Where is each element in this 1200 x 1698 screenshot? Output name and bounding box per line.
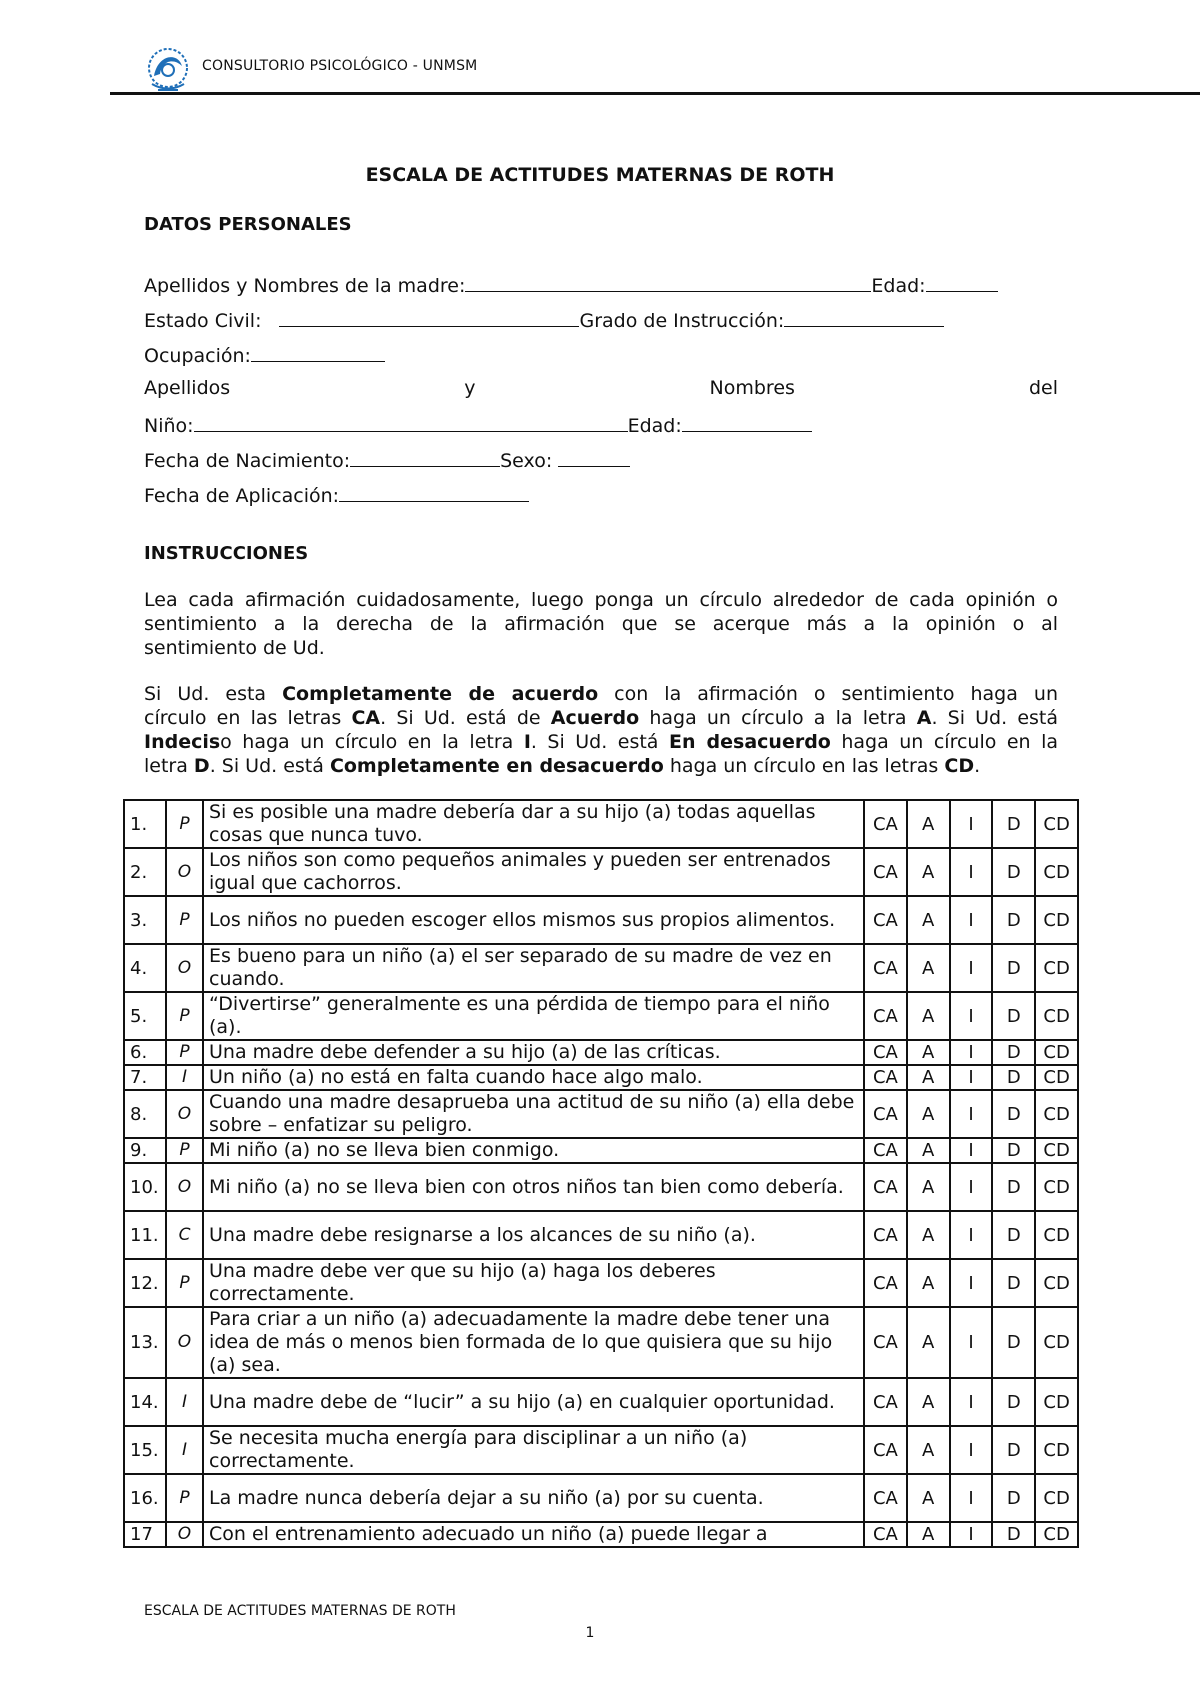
option-a[interactable]: A [907,1040,950,1065]
item-number: 2. [124,848,166,896]
option-a[interactable]: A [907,1474,950,1522]
item-number: 17 [124,1522,166,1547]
table-row [124,800,1078,848]
item-number: 5. [124,992,166,1040]
item-code: P [166,1474,203,1522]
option-cd[interactable]: CD [1035,1211,1078,1259]
item-number: 3. [124,896,166,944]
option-a[interactable]: A [907,944,950,992]
option-cd[interactable]: CD [1035,848,1078,896]
option-cd[interactable]: CD [1035,800,1078,848]
option-d[interactable]: D [992,1090,1035,1138]
mother-name-label: Apellidos y Nombres de la madre: [144,275,466,297]
option-d[interactable]: D [992,1065,1035,1090]
option-i[interactable]: I [950,1163,993,1211]
option-i[interactable]: I [950,1090,993,1138]
child-word-4: del [1028,377,1058,399]
option-ca[interactable]: CA [864,992,907,1040]
option-i[interactable]: I [950,1378,993,1426]
item-number: 1. [124,800,166,848]
item-statement: Si es posible una madre debería dar a su hijo (a) todas aquellas cosas que nunca tuvo. [203,800,864,848]
item-number: 16. [124,1474,166,1522]
option-i[interactable]: I [950,1426,993,1474]
option-a[interactable]: A [907,1138,950,1163]
option-a[interactable]: A [907,848,950,896]
child-word-2: y [464,377,476,399]
option-i[interactable]: I [950,896,993,944]
option-d[interactable]: D [992,1522,1035,1547]
table-row [124,1378,1078,1426]
item-code: I [166,1065,203,1090]
mother-row [144,272,1058,298]
civil-row [144,307,1058,333]
option-a[interactable]: A [907,896,950,944]
item-statement: Una madre debe ver que su hijo (a) haga los deberes correctamente. [203,1259,864,1307]
items-table [123,799,1079,1548]
item-statement: Un niño (a) no está en falta cuando hace algo malo. [203,1065,864,1090]
header-org: CONSULTORIO PSICOLÓGICO - UNMSM [202,58,478,74]
option-i[interactable]: I [950,1138,993,1163]
option-d[interactable]: D [992,800,1035,848]
child-row [144,412,1058,438]
table-row [124,1522,1078,1547]
option-ca[interactable]: CA [864,1211,907,1259]
application-date-field[interactable] [339,482,529,502]
option-ca[interactable]: CA [864,1065,907,1090]
option-ca[interactable]: CA [864,1426,907,1474]
education-field[interactable] [784,307,944,327]
item-code: P [166,800,203,848]
header-rule [110,92,1200,95]
birth-date-field[interactable] [350,447,500,467]
option-ca[interactable]: CA [864,848,907,896]
item-code: P [166,896,203,944]
item-statement: Para criar a un niño (a) adecuadamente la madre debe tener una idea de más o menos bien formada de lo que quisiera que su hijo (a) sea. [203,1307,864,1378]
item-statement: Una madre debe defender a su hijo (a) de las críticas. [203,1040,864,1065]
option-a[interactable]: A [907,1090,950,1138]
item-number: 8. [124,1090,166,1138]
option-a[interactable]: A [907,1522,950,1547]
instructions-line: círculo en las letras CA. Si Ud. está de Acuerdo haga un círculo a la letra A. Si Ud. está [144,707,1059,729]
table-row [124,896,1078,944]
item-code: P [166,1040,203,1065]
option-ca[interactable]: CA [864,1090,907,1138]
birth-date-label: Fecha de Nacimiento: [144,450,351,472]
option-cd[interactable]: CD [1035,1138,1078,1163]
item-statement: Los niños son como pequeños animales y pueden ser entrenados igual que cachorros. [203,848,864,896]
table-row [124,1065,1078,1090]
option-i[interactable]: I [950,800,993,848]
option-i[interactable]: I [950,1259,993,1307]
option-ca[interactable]: CA [864,1138,907,1163]
item-statement: Una madre debe de “lucir” a su hijo (a) en cualquier oportunidad. [203,1378,864,1426]
option-i[interactable]: I [950,992,993,1040]
option-a[interactable]: A [907,1163,950,1211]
table-row [124,1211,1078,1259]
option-d[interactable]: D [992,1163,1035,1211]
option-ca[interactable]: CA [864,1378,907,1426]
item-code: I [166,1378,203,1426]
option-cd[interactable]: CD [1035,1065,1078,1090]
item-statement: Cuando una madre desaprueba una actitud de su niño (a) ella debe sobre – enfatizar su peligro. [203,1090,864,1138]
option-ca[interactable]: CA [864,1307,907,1378]
item-statement: Se necesita mucha energía para disciplinar a un niño (a) correctamente. [203,1426,864,1474]
option-i[interactable]: I [950,1307,993,1378]
unmsm-logo-icon [144,46,196,98]
option-cd[interactable]: CD [1035,1378,1078,1426]
item-statement: Mi niño (a) no se lleva bien conmigo. [203,1138,864,1163]
table-row [124,1138,1078,1163]
item-statement: Mi niño (a) no se lleva bien con otros niños tan bien como debería. [203,1163,864,1211]
option-cd[interactable]: CD [1035,1090,1078,1138]
option-a[interactable]: A [907,1065,950,1090]
item-number: 15. [124,1426,166,1474]
option-a[interactable]: A [907,1426,950,1474]
item-code: P [166,1259,203,1307]
item-statement: La madre nunca debería dejar a su niño (a) por su cuenta. [203,1474,864,1522]
child-name-label: Niño: [144,415,194,437]
table-row [124,944,1078,992]
birth-row [144,447,1058,473]
option-ca[interactable]: CA [864,944,907,992]
child-label-row [144,377,1058,403]
option-ca[interactable]: CA [864,1163,907,1211]
option-ca[interactable]: CA [864,1474,907,1522]
option-d[interactable]: D [992,848,1035,896]
child-age-label: Edad: [627,415,682,437]
page-header [110,42,1200,94]
option-d[interactable]: D [992,992,1035,1040]
child-name-field[interactable] [194,412,628,432]
sex-label: Sexo: [500,450,553,472]
instructions-paragraph-1 [144,588,1058,660]
option-cd[interactable]: CD [1035,944,1078,992]
item-code: O [166,1163,203,1211]
child-word-1: Apellidos [144,377,231,399]
option-i[interactable]: I [950,1040,993,1065]
option-d[interactable]: D [992,1426,1035,1474]
item-statement: Los niños no pueden escoger ellos mismos sus propios alimentos. [203,896,864,944]
option-d[interactable]: D [992,1040,1035,1065]
option-cd[interactable]: CD [1035,1426,1078,1474]
table-row [124,1474,1078,1522]
civil-status-field[interactable] [279,307,579,327]
item-code: O [166,1307,203,1378]
item-number: 11. [124,1211,166,1259]
option-cd[interactable]: CD [1035,1259,1078,1307]
item-code: O [166,848,203,896]
option-cd[interactable]: CD [1035,1522,1078,1547]
table-row [124,1259,1078,1307]
table-row [124,1090,1078,1138]
option-cd[interactable]: CD [1035,1307,1078,1378]
item-statement: Con el entrenamiento adecuado un niño (a) puede llegar a [203,1522,864,1547]
option-cd[interactable]: CD [1035,1474,1078,1522]
table-row [124,1426,1078,1474]
document-title: ESCALA DE ACTITUDES MATERNAS DE ROTH [365,164,835,186]
item-number: 6. [124,1040,166,1065]
page-number: 1 [585,1625,595,1641]
occupation-field[interactable] [251,342,385,362]
item-code: O [166,944,203,992]
table-row [124,1307,1078,1378]
option-d[interactable]: D [992,1259,1035,1307]
option-ca[interactable]: CA [864,896,907,944]
child-word-3: Nombres [709,377,795,399]
option-ca[interactable]: CA [864,800,907,848]
option-d[interactable]: D [992,1211,1035,1259]
option-d[interactable]: D [992,1138,1035,1163]
footer-text: ESCALA DE ACTITUDES MATERNAS DE ROTH [144,1603,456,1619]
instructions-paragraph-2 [144,682,1058,778]
option-i[interactable]: I [950,1522,993,1547]
option-d[interactable]: D [992,1307,1035,1378]
item-code: P [166,992,203,1040]
item-statement: Es bueno para un niño (a) el ser separado de su madre de vez en cuando. [203,944,864,992]
item-code: O [166,1522,203,1547]
option-cd[interactable]: CD [1035,1040,1078,1065]
instructions-line: Lea cada afirmación cuidadosamente, luego ponga un círculo alrededor de cada opinión o [144,589,1058,611]
item-number: 7. [124,1065,166,1090]
education-label: Grado de Instrucción: [579,310,785,332]
table-row [124,1040,1078,1065]
sex-field[interactable] [558,447,630,467]
instructions-line: sentimiento a la derecha de la afirmación que se acerque más a la opinión o al [144,613,1058,635]
mother-age-field[interactable] [926,272,998,292]
option-i[interactable]: I [950,848,993,896]
child-age-field[interactable] [682,412,812,432]
option-i[interactable]: I [950,1211,993,1259]
application-date-label: Fecha de Aplicación: [144,485,340,507]
option-a[interactable]: A [907,992,950,1040]
mother-name-field[interactable] [465,272,871,292]
option-cd[interactable]: CD [1035,1163,1078,1211]
occupation-label: Ocupación: [144,345,251,367]
item-number: 14. [124,1378,166,1426]
option-d[interactable]: D [992,944,1035,992]
option-a[interactable]: A [907,1378,950,1426]
option-cd[interactable]: CD [1035,992,1078,1040]
item-statement: Una madre debe resignarse a los alcances de su niño (a). [203,1211,864,1259]
occupation-row [144,342,1058,368]
section-instructions: INSTRUCCIONES [144,543,309,564]
mother-age-label: Edad: [871,275,926,297]
table-row [124,992,1078,1040]
option-a[interactable]: A [907,800,950,848]
item-number: 10. [124,1163,166,1211]
item-statement: “Divertirse” generalmente es una pérdida de tiempo para el niño (a). [203,992,864,1040]
item-number: 12. [124,1259,166,1307]
option-ca[interactable]: CA [864,1522,907,1547]
instructions-line: sentimiento de Ud. [144,637,325,659]
option-d[interactable]: D [992,1474,1035,1522]
option-ca[interactable]: CA [864,1040,907,1065]
option-a[interactable]: A [907,1211,950,1259]
option-a[interactable]: A [907,1307,950,1378]
item-code: P [166,1138,203,1163]
instructions-line: letra D. Si Ud. está Completamente en desacuerdo haga un círculo en las letras CD. [144,755,981,777]
option-d[interactable]: D [992,1378,1035,1426]
option-ca[interactable]: CA [864,1259,907,1307]
instructions-line: Si Ud. esta Completamente de acuerdo con la afirmación o sentimiento haga un [144,683,1058,705]
option-i[interactable]: I [950,1474,993,1522]
item-code: I [166,1426,203,1474]
application-row [144,482,1058,508]
table-row [124,848,1078,896]
item-code: O [166,1090,203,1138]
option-cd[interactable]: CD [1035,896,1078,944]
civil-status-label: Estado Civil: [144,310,262,332]
item-number: 13. [124,1307,166,1378]
option-i[interactable]: I [950,944,993,992]
section-personal-data: DATOS PERSONALES [144,214,352,235]
item-code: C [166,1211,203,1259]
option-a[interactable]: A [907,1259,950,1307]
option-d[interactable]: D [992,896,1035,944]
item-number: 9. [124,1138,166,1163]
instructions-line: Indeciso haga un círculo en la letra I. Si Ud. está En desacuerdo haga un círculo en la [144,731,1059,753]
option-i[interactable]: I [950,1065,993,1090]
item-number: 4. [124,944,166,992]
table-row [124,1163,1078,1211]
